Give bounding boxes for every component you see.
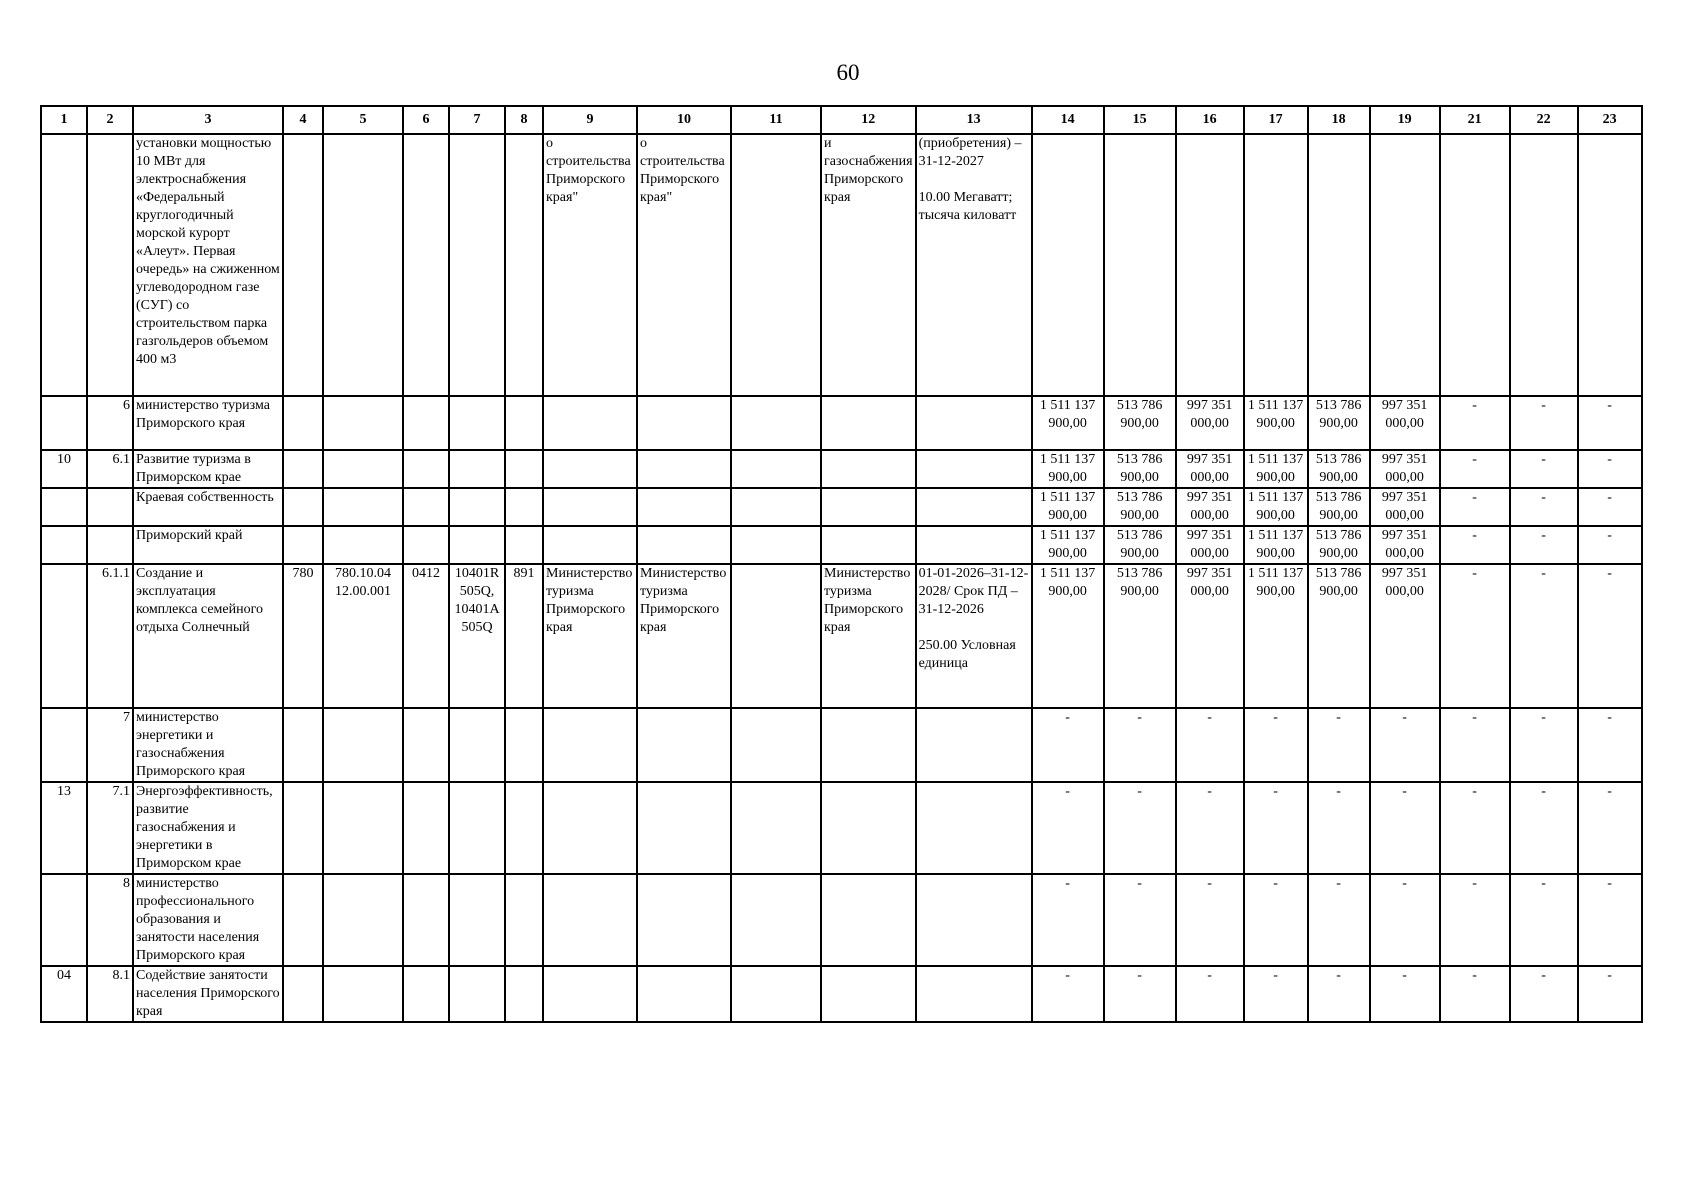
cell-col-11	[731, 782, 821, 874]
cell-value-15: -	[1104, 708, 1176, 782]
cell-value-16: 997 351 000,00	[1176, 488, 1244, 526]
cell-value-15: -	[1104, 966, 1176, 1022]
cell-grbs	[283, 782, 323, 874]
cell-row-number: 13	[41, 782, 87, 874]
col-header: 13	[916, 106, 1032, 134]
cell-value-22: -	[1510, 874, 1578, 966]
cell-total: -	[1032, 782, 1104, 874]
col-header: 16	[1176, 106, 1244, 134]
cell-expense-type: 891	[505, 564, 543, 708]
cell-total: -	[1032, 708, 1104, 782]
cell-value-15: 513 786 900,00	[1104, 396, 1176, 450]
cell-name: Энергоэффективность, развитие газоснабжения и энергетики в Приморском крае	[133, 782, 283, 874]
cell-expense-type	[505, 966, 543, 1022]
col-header: 23	[1578, 106, 1642, 134]
cell-value-22: -	[1510, 450, 1578, 488]
cell-value-16: 997 351 000,00	[1176, 564, 1244, 708]
cell-row-number: 10	[41, 450, 87, 488]
cell-value-19	[1370, 134, 1440, 396]
cell-responsible	[821, 874, 916, 966]
cell-value-15: 513 786 900,00	[1104, 526, 1176, 564]
cell-code: 6.1	[87, 450, 133, 488]
cell-responsible	[821, 450, 916, 488]
cell-value-19: -	[1370, 708, 1440, 782]
cell-project-code	[323, 396, 403, 450]
col-header: 21	[1440, 106, 1510, 134]
cell-total: 1 511 137 900,00	[1032, 564, 1104, 708]
cell-value-21: -	[1440, 782, 1510, 874]
cell-expense-type	[505, 488, 543, 526]
table-row	[41, 874, 1642, 966]
cell-name: Краевая собственность	[133, 488, 283, 526]
cell-section	[403, 966, 449, 1022]
cell-code: 8.1	[87, 966, 133, 1022]
cell-section	[403, 134, 449, 396]
cell-col-11	[731, 488, 821, 526]
cell-code: 6.1.1	[87, 564, 133, 708]
cell-value-22: -	[1510, 782, 1578, 874]
cell-expense-type	[505, 782, 543, 874]
cell-row-number	[41, 874, 87, 966]
cell-customer	[543, 966, 637, 1022]
cell-value-21: -	[1440, 874, 1510, 966]
cell-value-23: -	[1578, 488, 1642, 526]
cell-name: Содействие занятости населения Приморского края	[133, 966, 283, 1022]
cell-target-article	[449, 488, 505, 526]
cell-grbs	[283, 134, 323, 396]
cell-value-19: -	[1370, 874, 1440, 966]
table-body	[41, 134, 1642, 1022]
cell-col-11	[731, 526, 821, 564]
cell-timing-capacity	[916, 966, 1032, 1022]
col-header: 10	[637, 106, 731, 134]
table-row	[41, 782, 1642, 874]
cell-value-18: -	[1308, 708, 1370, 782]
cell-value-17: 1 511 137 900,00	[1244, 564, 1308, 708]
col-header: 4	[283, 106, 323, 134]
cell-name: министерство туризма Приморского края	[133, 396, 283, 450]
cell-value-22: -	[1510, 966, 1578, 1022]
cell-value-23: -	[1578, 450, 1642, 488]
cell-expense-type	[505, 526, 543, 564]
cell-code	[87, 488, 133, 526]
table-row	[41, 966, 1642, 1022]
col-header: 22	[1510, 106, 1578, 134]
cell-value-22	[1510, 134, 1578, 396]
cell-expense-type	[505, 450, 543, 488]
cell-value-16: -	[1176, 782, 1244, 874]
cell-name: министерство энергетики и газоснабжения Приморского края	[133, 708, 283, 782]
cell-name: Развитие туризма в Приморском крае	[133, 450, 283, 488]
cell-responsible	[821, 526, 916, 564]
table-row	[41, 708, 1642, 782]
cell-name: министерство профессионального образования и занятости населения Приморского края	[133, 874, 283, 966]
cell-timing-capacity: (приобретения) – 31-12-2027 10.00 Мегаватт; тысяча киловатт	[916, 134, 1032, 396]
cell-value-22: -	[1510, 396, 1578, 450]
cell-value-16: 997 351 000,00	[1176, 526, 1244, 564]
cell-col-11	[731, 134, 821, 396]
cell-value-21	[1440, 134, 1510, 396]
cell-total: -	[1032, 874, 1104, 966]
col-header: 17	[1244, 106, 1308, 134]
cell-value-18: -	[1308, 966, 1370, 1022]
cell-total: -	[1032, 966, 1104, 1022]
col-header: 19	[1370, 106, 1440, 134]
col-header: 7	[449, 106, 505, 134]
col-header: 6	[403, 106, 449, 134]
cell-code: 7.1	[87, 782, 133, 874]
cell-value-16: -	[1176, 874, 1244, 966]
cell-customer	[543, 782, 637, 874]
cell-developer	[637, 488, 731, 526]
cell-row-number	[41, 564, 87, 708]
cell-value-21: -	[1440, 526, 1510, 564]
table-row	[41, 396, 1642, 450]
cell-total: 1 511 137 900,00	[1032, 488, 1104, 526]
cell-value-19: -	[1370, 966, 1440, 1022]
cell-value-15: 513 786 900,00	[1104, 488, 1176, 526]
col-header: 15	[1104, 106, 1176, 134]
cell-value-22: -	[1510, 564, 1578, 708]
cell-timing-capacity	[916, 782, 1032, 874]
cell-grbs	[283, 874, 323, 966]
cell-project-code	[323, 966, 403, 1022]
col-header: 18	[1308, 106, 1370, 134]
cell-code: 7	[87, 708, 133, 782]
cell-section	[403, 396, 449, 450]
cell-target-article	[449, 708, 505, 782]
cell-grbs: 780	[283, 564, 323, 708]
col-header: 14	[1032, 106, 1104, 134]
cell-target-article	[449, 966, 505, 1022]
cell-target-article: 10401R 505Q, 10401A 505Q	[449, 564, 505, 708]
cell-total: 1 511 137 900,00	[1032, 396, 1104, 450]
cell-target-article	[449, 526, 505, 564]
cell-value-18: -	[1308, 874, 1370, 966]
cell-target-article	[449, 450, 505, 488]
cell-value-19: 997 351 000,00	[1370, 526, 1440, 564]
cell-responsible	[821, 966, 916, 1022]
cell-col-11	[731, 966, 821, 1022]
cell-value-23: -	[1578, 966, 1642, 1022]
cell-value-16: 997 351 000,00	[1176, 396, 1244, 450]
cell-value-16	[1176, 134, 1244, 396]
cell-value-23: -	[1578, 708, 1642, 782]
cell-value-23: -	[1578, 782, 1642, 874]
cell-value-19: 997 351 000,00	[1370, 450, 1440, 488]
cell-value-16: -	[1176, 708, 1244, 782]
cell-responsible	[821, 488, 916, 526]
cell-code: 6	[87, 396, 133, 450]
cell-value-23: -	[1578, 396, 1642, 450]
cell-col-11	[731, 564, 821, 708]
cell-value-16: 997 351 000,00	[1176, 450, 1244, 488]
col-header: 1	[41, 106, 87, 134]
cell-grbs	[283, 450, 323, 488]
cell-value-21: -	[1440, 450, 1510, 488]
header-row	[41, 106, 1642, 134]
cell-customer	[543, 396, 637, 450]
cell-section	[403, 526, 449, 564]
cell-section	[403, 782, 449, 874]
cell-section	[403, 708, 449, 782]
cell-target-article	[449, 396, 505, 450]
cell-value-16: -	[1176, 966, 1244, 1022]
cell-expense-type	[505, 708, 543, 782]
cell-row-number	[41, 526, 87, 564]
cell-value-18	[1308, 134, 1370, 396]
cell-value-19: 997 351 000,00	[1370, 488, 1440, 526]
cell-timing-capacity	[916, 874, 1032, 966]
cell-section	[403, 488, 449, 526]
cell-timing-capacity: 01-01-2026–31-12-2028/ Срок ПД – 31-12-2026 250.00 Условная единица	[916, 564, 1032, 708]
cell-row-number	[41, 488, 87, 526]
cell-value-18: 513 786 900,00	[1308, 396, 1370, 450]
cell-row-number	[41, 708, 87, 782]
cell-timing-capacity	[916, 488, 1032, 526]
cell-project-code	[323, 782, 403, 874]
col-header: 12	[821, 106, 916, 134]
table-row	[41, 488, 1642, 526]
cell-grbs	[283, 966, 323, 1022]
cell-value-15: -	[1104, 874, 1176, 966]
cell-row-number: 04	[41, 966, 87, 1022]
cell-value-15	[1104, 134, 1176, 396]
cell-responsible	[821, 708, 916, 782]
cell-value-15: -	[1104, 782, 1176, 874]
table-row	[41, 564, 1642, 708]
cell-value-22: -	[1510, 526, 1578, 564]
cell-customer	[543, 488, 637, 526]
cell-expense-type	[505, 396, 543, 450]
cell-project-code	[323, 874, 403, 966]
cell-total: 1 511 137 900,00	[1032, 526, 1104, 564]
col-header: 11	[731, 106, 821, 134]
cell-name: Создание и эксплуатация комплекса семейного отдыха Солнечный	[133, 564, 283, 708]
cell-name: установки мощностью 10 МВт для электроснабжения «Федеральный круглогодичный морской курорт «Алеут». Первая очередь» на сжиженном углеводородном газе (СУГ) со строительством парка газгольдеров объемом 400 м3	[133, 134, 283, 396]
table-row	[41, 526, 1642, 564]
cell-row-number	[41, 396, 87, 450]
cell-value-18: 513 786 900,00	[1308, 526, 1370, 564]
col-header: 9	[543, 106, 637, 134]
cell-value-17: -	[1244, 782, 1308, 874]
cell-responsible	[821, 782, 916, 874]
cell-timing-capacity	[916, 526, 1032, 564]
cell-value-15: 513 786 900,00	[1104, 564, 1176, 708]
table-row	[41, 134, 1642, 396]
col-header: 8	[505, 106, 543, 134]
cell-customer	[543, 450, 637, 488]
cell-project-code	[323, 526, 403, 564]
cell-name: Приморский край	[133, 526, 283, 564]
cell-timing-capacity	[916, 396, 1032, 450]
cell-developer	[637, 396, 731, 450]
cell-developer	[637, 708, 731, 782]
cell-target-article	[449, 134, 505, 396]
cell-value-23: -	[1578, 874, 1642, 966]
col-header: 3	[133, 106, 283, 134]
cell-expense-type	[505, 134, 543, 396]
cell-project-code: 780.10.04 12.00.001	[323, 564, 403, 708]
page-number: 60	[836, 60, 860, 85]
cell-customer: о строительства Приморского края"	[543, 134, 637, 396]
table-row	[41, 450, 1642, 488]
cell-value-21: -	[1440, 708, 1510, 782]
cell-value-21: -	[1440, 488, 1510, 526]
cell-grbs	[283, 708, 323, 782]
cell-developer	[637, 874, 731, 966]
cell-col-11	[731, 396, 821, 450]
cell-value-17: 1 511 137 900,00	[1244, 396, 1308, 450]
cell-total	[1032, 134, 1104, 396]
cell-target-article	[449, 782, 505, 874]
cell-responsible: и газоснабжения Приморского края	[821, 134, 916, 396]
cell-project-code	[323, 708, 403, 782]
cell-section	[403, 450, 449, 488]
cell-customer	[543, 526, 637, 564]
col-header: 5	[323, 106, 403, 134]
cell-section	[403, 874, 449, 966]
cell-row-number	[41, 134, 87, 396]
cell-value-23: -	[1578, 526, 1642, 564]
cell-project-code	[323, 134, 403, 396]
cell-value-18: 513 786 900,00	[1308, 450, 1370, 488]
cell-value-22: -	[1510, 708, 1578, 782]
cell-value-19: 997 351 000,00	[1370, 396, 1440, 450]
cell-total: 1 511 137 900,00	[1032, 450, 1104, 488]
cell-value-15: 513 786 900,00	[1104, 450, 1176, 488]
cell-code	[87, 134, 133, 396]
cell-developer	[637, 526, 731, 564]
cell-developer: о строительства Приморского края"	[637, 134, 731, 396]
cell-grbs	[283, 526, 323, 564]
col-header: 2	[87, 106, 133, 134]
cell-section: 0412	[403, 564, 449, 708]
cell-customer	[543, 708, 637, 782]
cell-timing-capacity	[916, 708, 1032, 782]
cell-value-18: 513 786 900,00	[1308, 564, 1370, 708]
cell-developer: Министерство туризма Приморского края	[637, 564, 731, 708]
cell-value-17: 1 511 137 900,00	[1244, 488, 1308, 526]
cell-col-11	[731, 708, 821, 782]
cell-responsible	[821, 396, 916, 450]
cell-value-17: -	[1244, 708, 1308, 782]
cell-value-23: -	[1578, 564, 1642, 708]
cell-value-19: -	[1370, 782, 1440, 874]
cell-code: 8	[87, 874, 133, 966]
cell-timing-capacity	[916, 450, 1032, 488]
cell-value-17: 1 511 137 900,00	[1244, 450, 1308, 488]
cell-col-11	[731, 874, 821, 966]
cell-value-17	[1244, 134, 1308, 396]
cell-project-code	[323, 488, 403, 526]
cell-value-21: -	[1440, 564, 1510, 708]
cell-code	[87, 526, 133, 564]
cell-expense-type	[505, 874, 543, 966]
cell-value-17: -	[1244, 966, 1308, 1022]
cell-project-code	[323, 450, 403, 488]
cell-developer	[637, 966, 731, 1022]
cell-grbs	[283, 488, 323, 526]
cell-value-17: -	[1244, 874, 1308, 966]
cell-responsible: Министерство туризма Приморского края	[821, 564, 916, 708]
cell-developer	[637, 782, 731, 874]
cell-value-18: -	[1308, 782, 1370, 874]
cell-target-article	[449, 874, 505, 966]
cell-value-21: -	[1440, 966, 1510, 1022]
cell-value-22: -	[1510, 488, 1578, 526]
cell-value-17: 1 511 137 900,00	[1244, 526, 1308, 564]
budget-table	[40, 105, 1643, 1023]
cell-developer	[637, 450, 731, 488]
cell-value-18: 513 786 900,00	[1308, 488, 1370, 526]
cell-col-11	[731, 450, 821, 488]
cell-customer: Министерство туризма Приморского края	[543, 564, 637, 708]
cell-value-19: 997 351 000,00	[1370, 564, 1440, 708]
cell-value-21: -	[1440, 396, 1510, 450]
cell-grbs	[283, 396, 323, 450]
cell-value-23	[1578, 134, 1642, 396]
cell-customer	[543, 874, 637, 966]
